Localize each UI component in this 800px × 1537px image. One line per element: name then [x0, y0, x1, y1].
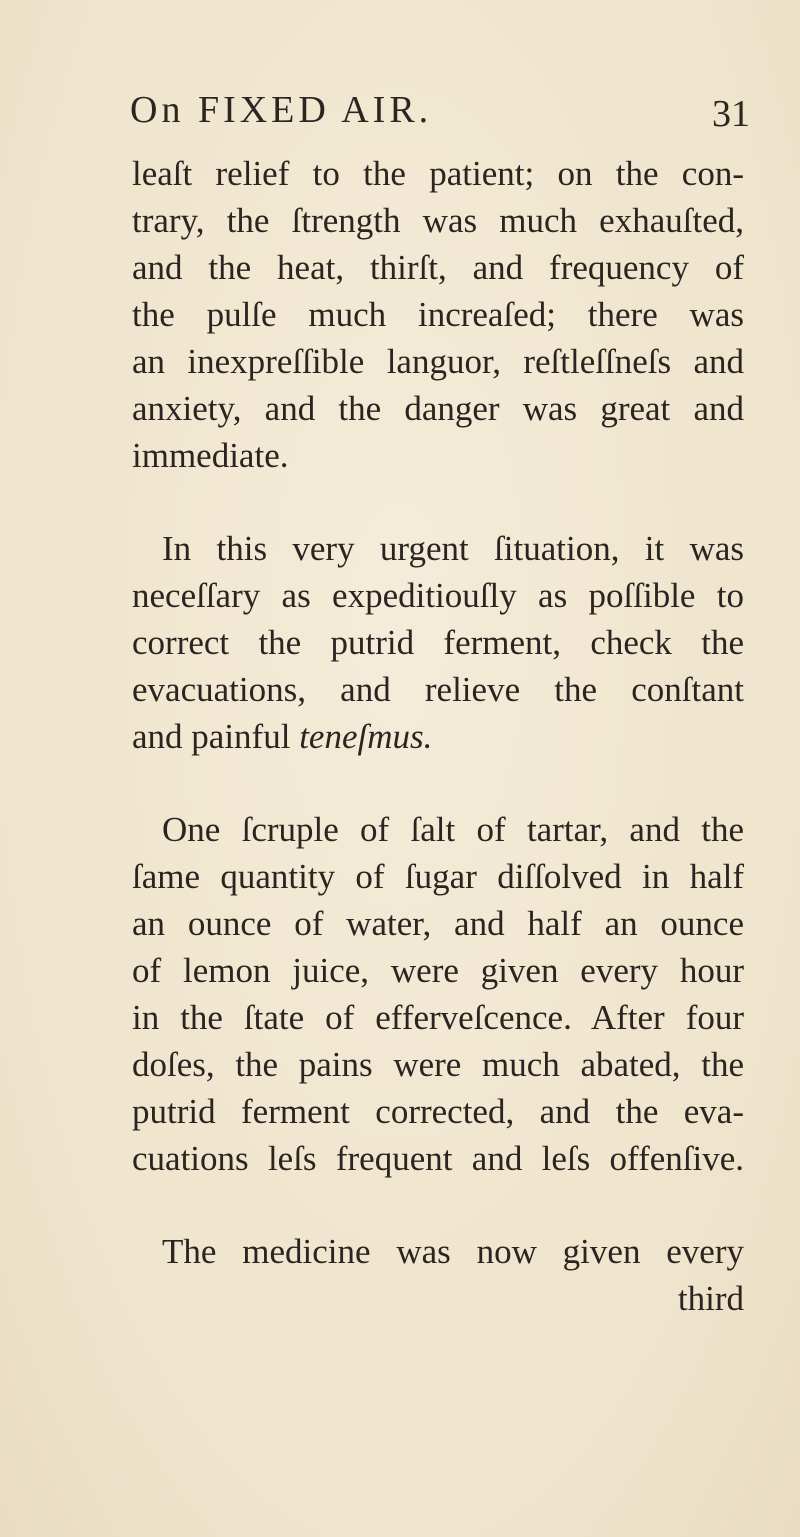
- page-header: [130, 88, 750, 148]
- text-line: in the ſtate of efferveſcence. After four: [132, 998, 744, 1037]
- text-line: putrid ferment corrected, and the eva-: [132, 1092, 744, 1131]
- paragraph-3: [132, 806, 744, 1182]
- italic-term: teneſmus.: [299, 717, 433, 756]
- page-number: 31: [712, 93, 750, 135]
- paragraph-4: [132, 1228, 744, 1322]
- text-line: an inexpreſſible languor, reſtleſſneſs and: [132, 342, 744, 381]
- text-line: [132, 713, 744, 760]
- text-line: the pulſe much increaſed; there was: [132, 295, 744, 334]
- text-line: anxiety, and the danger was great and: [132, 389, 744, 428]
- text-line: neceſſary as expeditiouſly as poſſible to: [132, 576, 744, 615]
- text-line: of lemon juice, were given every hour: [132, 951, 744, 990]
- text-line: leaſt relief to the patient; on the con-: [132, 154, 744, 193]
- paragraph-2: [132, 525, 744, 760]
- text-line: correct the putrid ferment, check the: [132, 623, 744, 662]
- text-line: doſes, the pains were much abated, the: [132, 1045, 744, 1084]
- text-line: an ounce of water, and half an ounce: [132, 904, 744, 943]
- catchword: third: [677, 1279, 744, 1318]
- running-head: On FIXED AIR.: [130, 89, 433, 131]
- text-line: In this very urgent ſituation, it was: [162, 529, 744, 568]
- paragraph-1: [132, 150, 744, 479]
- text-line: The medicine was now given every: [162, 1232, 744, 1271]
- text-line: evacuations, and relieve the conſtant: [132, 670, 744, 709]
- text-line: cuations leſs frequent and leſs offenſive.: [132, 1139, 744, 1178]
- body-text: [132, 150, 744, 1322]
- text-line: One ſcruple of ſalt of tartar, and the: [162, 810, 744, 849]
- text-line: trary, the ſtrength was much exhauſted,: [132, 201, 744, 240]
- text-line: and the heat, thirſt, and frequency of: [132, 248, 744, 287]
- text-line: immediate.: [132, 436, 289, 475]
- text-line: ſame quantity of ſugar diſſolved in half: [132, 857, 744, 896]
- text-line-prefix: and painful: [132, 717, 300, 756]
